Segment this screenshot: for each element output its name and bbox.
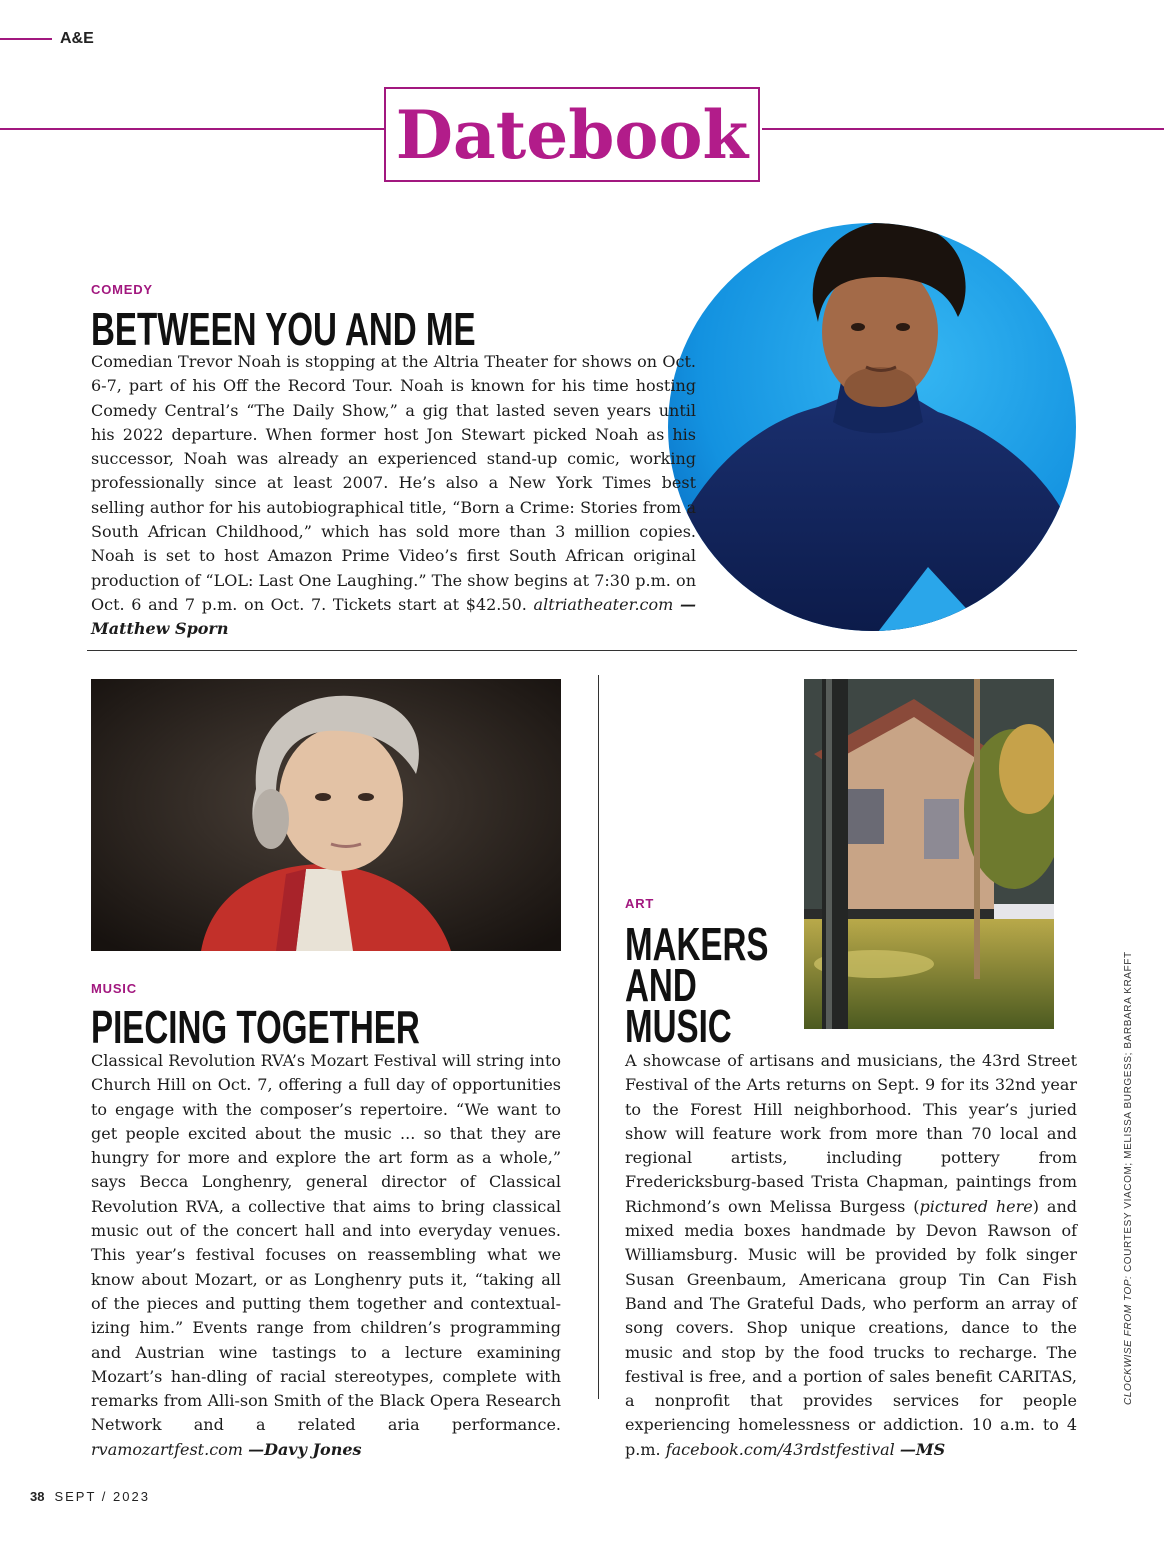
page-number: 38 <box>30 1489 45 1504</box>
title-rule-right <box>762 128 1164 130</box>
art-credit: —MS <box>899 1439 946 1459</box>
header-rule-left <box>0 38 52 40</box>
music-body <box>91 1049 561 1462</box>
issue-date: SEPT / 2023 <box>54 1489 150 1504</box>
music-credit: —Davy Jones <box>248 1439 362 1459</box>
photo-credit <box>1123 951 1134 1405</box>
mozart-portrait-photo <box>91 679 561 951</box>
photo-credit-text: COURTESY VIACOM; MELISSA BURGESS; BARBARA KRAFFT <box>1123 951 1134 1273</box>
art-kicker: ART <box>625 896 655 911</box>
comedy-credit: —Matthew Sporn <box>91 594 696 639</box>
music-link[interactable]: rvamozartfest.com <box>91 1439 243 1459</box>
comedy-body-text: Comedian Trevor Noah is stopping at the Altria Theater for shows on Oct. 6-7, part of his Off the Record Tour. Noah is known for his time hosting Comedy Central’s “The Daily Show,” a gig that lasted seven years until his 2022 departure. When former host Jon Stewart picked Noah as his successor, Noah was already an experienced stand-up comic, working professionally since at least 2007. He’s also a New York Times best selling author for his autobiographical title, “Born a Crime: Stories from a South African Childhood,” which has sold more than 3 million copies. Noah is set to host Amazon Prime Video’s first South African original production of “LOL: Last One Laughing.” The show begins at 7:30 p.m. on Oct. 6 and 7 p.m. on Oct. 7. Tickets start at $42.50. <box>91 352 696 614</box>
art-body <box>625 1049 1077 1462</box>
title-rule-left <box>0 128 386 130</box>
art-body-text-1: A showcase of artisans and musicians, the 43rd Street Festival of the Arts returns on Sept. 9 for its 32nd year to the Forest Hill neighborhood. This year’s juried show will feature work from more than 70 local and regional artists, including pottery from Fredericksburg-based Trista Chapman, paintings from Richmond’s own Melissa Burgess ( <box>625 1051 1077 1216</box>
music-headline: PIECING TOGETHER <box>91 1001 420 1053</box>
comedy-link[interactable]: altriatheater.com <box>533 594 674 614</box>
comedy-headline: BETWEEN YOU AND ME <box>91 303 476 355</box>
art-headline-line-3: MUSIC <box>625 1000 732 1052</box>
art-body-italic: pictured here <box>919 1196 1033 1216</box>
art-body-text-2: ) and mixed media boxes handmade by Devon Rawson of Williamsburg. Music will be provided by folk singer Susan Greenbaum, Americana group Tin Can Fish Band and The Grateful Dads, who perform an array of song covers. Shop unique creations, dance to the music and stop by the food trucks to recharge. The festival is free, and a portion of sales benefit CARITAS, a nonprofit that provides services for people experiencing homelessness or addiction. 10 a.m. to 4 p.m. <box>625 1196 1078 1459</box>
datebook-title-box <box>384 87 760 182</box>
music-body-text: Classical Revolution RVA’s Mozart Festival will string into Church Hill on Oct. 7, offering a full day of opportunities to engage with the composer’s repertoire. “We want to get people excited about the music ... so that they are hungry for more and explore the art form as a whole,” says Becca Longhenry, general director of Classical Revolution RVA, a collective that aims to bring classical music out of the concert hall and into everyday venues. This year’s festival focuses on reassembling what we know about Mozart, or as Longhenry puts it, “taking all of the pieces and putting them together and contextual-izing him.” Events range from children’s programming and Austrian wine tastings to a lecture examining Mozart’s han-dling of racial stereotypes, complete with remarks from Alli-son Smith of the Black Opera Research Network and a related aria performance. <box>91 1051 561 1435</box>
section-divider <box>87 650 1077 651</box>
art-link[interactable]: facebook.com/43rdstfestival <box>665 1439 895 1459</box>
column-divider <box>598 675 599 1399</box>
comedy-kicker: COMEDY <box>91 282 153 297</box>
page-folio <box>30 1489 150 1504</box>
section-label: A&E <box>60 30 94 47</box>
page-title: Datebook <box>395 95 749 174</box>
comedy-body <box>91 350 696 642</box>
photo-credit-prefix: CLOCKWISE FROM TOP: <box>1123 1275 1134 1405</box>
melissa-burgess-painting-photo <box>804 679 1054 1029</box>
art-headline-line-2: AND <box>625 959 697 1011</box>
trevor-noah-photo <box>668 222 1076 632</box>
music-kicker: MUSIC <box>91 981 137 996</box>
art-headline-line-1: MAKERS <box>625 918 769 970</box>
